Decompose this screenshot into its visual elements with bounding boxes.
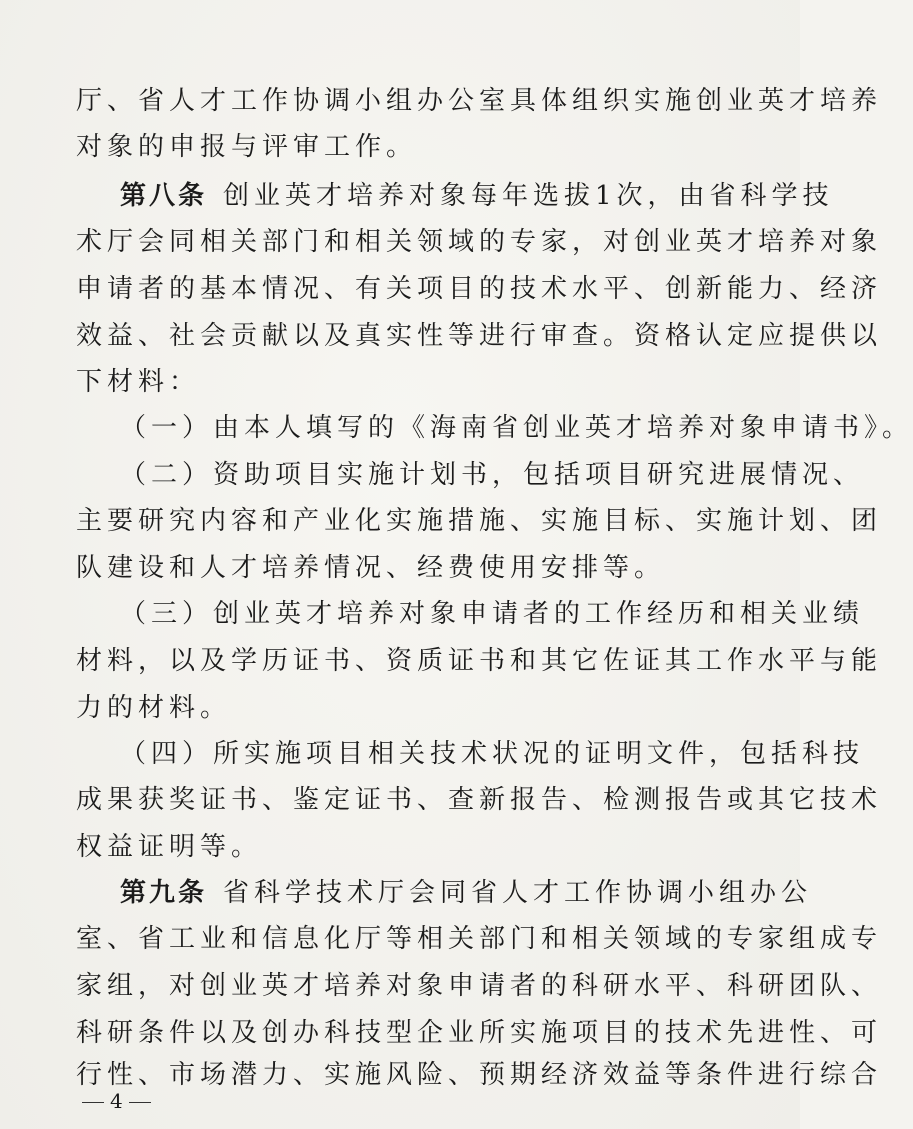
footer-dash-right <box>129 1102 151 1103</box>
text-line: 厅、省人才工作协调小组办公室具体组织实施创业英才培养 <box>76 86 883 116</box>
article-8-label: 第八条 <box>120 181 208 211</box>
text-line: 效益、社会贡献以及真实性等进行审查。资格认定应提供以 <box>76 321 883 351</box>
text-line: 申请者的基本情况、有关项目的技术水平、创新能力、经济 <box>76 274 883 304</box>
page-number: 4 <box>110 1089 123 1113</box>
text-line: 室、省工业和信息化厅等相关部门和相关领域的专家组成专 <box>76 924 883 954</box>
footer-dash-left <box>82 1102 104 1103</box>
text-line: 科研条件以及创办科技型企业所实施项目的技术先进性、可 <box>76 1018 883 1048</box>
text-line: 权益证明等。 <box>76 832 263 862</box>
text-line: 材料，以及学历证书、资质证书和其它佐证其工作水平与能 <box>76 646 883 676</box>
text-line: 成果获奖证书、鉴定证书、查新报告、检测报告或其它技术 <box>76 785 883 815</box>
list-item-2: （二）资助项目实施计划书，包括项目研究进展情况、 <box>120 460 865 490</box>
text-line: 下材料： <box>76 367 201 397</box>
page-footer <box>76 1086 157 1116</box>
text-line: 创业英才培养对象每年选拔1次，由省科学技 <box>223 181 834 211</box>
text-line: 对象的申报与评审工作。 <box>76 132 418 162</box>
text-line: 行性、市场潜力、实施风险、预期经济效益等条件进行综合 <box>76 1060 883 1090</box>
text-line: 力的材料。 <box>76 693 232 723</box>
list-item-3: （三）创业英才培养对象申请者的工作经历和相关业绩 <box>120 599 865 629</box>
text-line: 省科学技术厅会同省人才工作协调小组办公 <box>223 878 813 908</box>
text-line: 术厅会同相关部门和相关领域的专家，对创业英才培养对象 <box>76 227 883 257</box>
article-9-label: 第九条 <box>120 878 208 908</box>
article-9-paragraph-start <box>120 870 813 916</box>
list-item-4: （四）所实施项目相关技术状况的证明文件，包括科技 <box>120 739 865 769</box>
text-line: 家组，对创业英才培养对象申请者的科研水平、科研团队、 <box>76 971 883 1001</box>
text-line: 主要研究内容和产业化实施措施、实施目标、实施计划、团 <box>76 506 883 536</box>
text-line: 队建设和人才培养情况、经费使用安排等。 <box>76 553 666 583</box>
list-item-1: （一）由本人填写的《海南省创业英才培养对象申请书》。 <box>120 413 913 443</box>
article-8-paragraph-start <box>120 173 834 219</box>
